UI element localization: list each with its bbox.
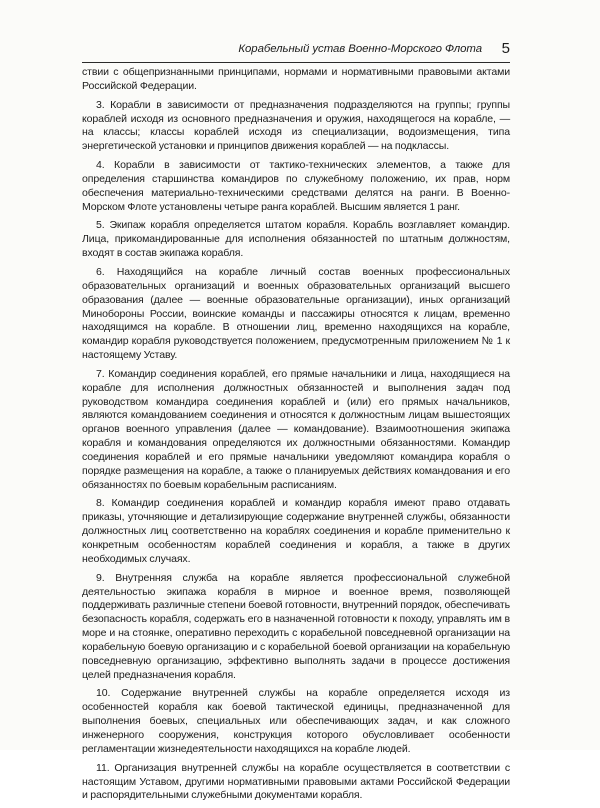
header-rule [82,62,510,63]
page-number: 5 [501,40,510,57]
paragraph-6: 6. Находящийся на корабле личный состав военных профессиональных образовательных организаций и военных образовательных организаций высшего образования (далее — военные образовательные организации), иных организаций Минобороны России, воинские команды и пассажиры относятся к лицам, временно находящимся на корабле. В отношении лиц, временно находящихся на корабле, командир корабля руководствуется положением, предусмотренным приложением № 1 к настоящему Уставу. [82,265,510,362]
paragraph-3: 3. Корабли в зависимости от предназначения подразделяются на группы; группы кораблей исходя из основного предназначения и оружия, находящегося на корабле, — на классы; классы кораблей исходя из специализации, водоизмещения, типа энергетической установки и принципов движения кораблей — на подклассы. [82,98,510,153]
paragraph-continuation: ствии с общепризнанными принципами, нормами и нормативными правовыми актами Российской Федерации. [82,66,510,92]
paragraph-4: 4. Корабли в зависимости от тактико-технических элементов, а также для определения старшинства командиров по служебному положению, их прав, норм обеспечения материально-техническими средствами делятся на ранги. В Военно-Морском Флоте установлены четыре ранга кораблей. Высшим является 1 ранг. [82,159,510,213]
paragraph-9: 9. Внутренняя служба на корабле является профессиональной служебной деятельностью экипажа корабля в мирное и военное время, позволяющей поддерживать различные степени боевой готовности, внутренний порядок, обеспечивать безопасность корабля, содержать его в назначенной готовности к походу, управлять им в море и на стоянке, оперативно переходить с корабельной повседневной организации на корабельную боевую организацию и с корабельной боевой организации на корабельную повседневную организацию, эффективно выполнять задачи в процессе достижения целей предназначения корабля. [82,571,510,681]
paragraph-11: 11. Организация внутренней службы на корабле осуществляется в соответствии с настоящим Уставом, другими нормативными правовыми актами Российской Федерации и распорядительными служебными документами корабля. [82,761,510,802]
paragraph-5: 5. Экипаж корабля определяется штатом корабля. Корабль возглавляет командир. Лица, прикомандированные для исполнения обязанностей по штатным должностям, входят в состав экипажа корабля. [82,219,510,260]
body-text [82,66,510,808]
paragraph-7: 7. Командир соединения кораблей, его прямые начальники и лица, находящиеся на корабле для исполнения должностных обязанностей и выполнения задач под руководством командира соединения кораблей и (или) его прямых начальников, являются командованием соединения и относятся к должностным лицам вышестоящих органов военного управления (далее — командование). Взаимоотношения экипажа корабля и командования определяются их должностными обязанностями. Командир соединения кораблей и его прямые начальники уведомляют командира корабля о порядке размещения на корабле, а также о планируемых действиях командования и его обязанностях по боевым корабельным расписаниям. [82,367,510,491]
header-title: Корабельный устав Военно-Морского Флота [238,43,482,55]
running-header [82,40,510,61]
paragraph-8: 8. Командир соединения кораблей и командир корабля имеют право отдавать приказы, уточняющие и детализирующие содержание внутренней службы, обязанности должностных лиц соответственно на кораблях соединения и корабле применительно к конкретным особенностям кораблей соединения и корабля, а также в других необходимых случаях. [82,497,510,565]
paragraph-10: 10. Содержание внутренней службы на корабле определяется исходя из особенностей корабля как боевой тактической единицы, предназначенной для выполнения боевых, специальных или обеспечивающих задач, и как сложного инженерного сооружения, конструкция которого обусловливает особенности регламентации жизнедеятельности находящихся на корабле людей. [82,687,510,755]
